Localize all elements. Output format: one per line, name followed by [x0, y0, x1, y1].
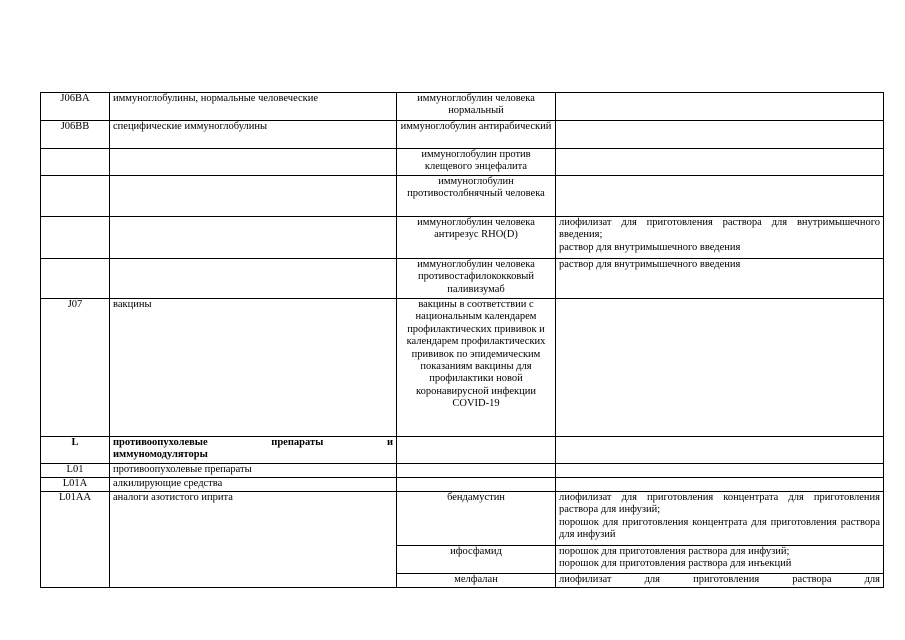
group-name: противоопухолевые препараты [110, 464, 397, 478]
dosage-form: порошок для приготовления концентрата для приготовления раствора для инфузий [559, 516, 880, 541]
atc-code: J06BB [41, 121, 110, 149]
dosage-forms [556, 299, 884, 437]
drug-name: иммуноглобулин человека антирезус RHO(D) [397, 217, 556, 259]
drug-name [397, 464, 556, 478]
table-row [41, 492, 884, 546]
dosage-form: лиофилизат для приготовления раствора для внутримышечного введения; [559, 217, 880, 241]
atc-code [41, 149, 110, 176]
drug-name [397, 478, 556, 492]
table-row [41, 149, 884, 176]
dosage-forms [556, 149, 884, 176]
atc-code: L01A [41, 478, 110, 492]
atc-code [41, 259, 110, 299]
atc-code: L [41, 437, 110, 464]
dosage-forms [556, 464, 884, 478]
dosage-forms [556, 574, 884, 588]
dosage-form: раствор для внутримышечного введения [559, 241, 741, 253]
dosage-forms [556, 259, 884, 299]
atc-code: L01AA [41, 492, 110, 588]
dosage-form: лиофилизат для приготовления раствора для [559, 574, 880, 585]
group-name: вакцины [110, 299, 397, 437]
dosage-form: лиофилизат для приготовления концентрата для приготовления раствора для инфузий; [559, 492, 880, 516]
dosage-forms [556, 176, 884, 217]
group-name [110, 217, 397, 259]
group-name: специфические иммуноглобулины [110, 121, 397, 149]
drug-name: мелфалан [397, 574, 556, 588]
dosage-forms [556, 492, 884, 546]
atc-code: L01 [41, 464, 110, 478]
dosage-form: порошок для приготовления раствора для инъекций [559, 558, 792, 570]
table-row [41, 93, 884, 121]
dosage-forms [556, 121, 884, 149]
dosage-forms [556, 217, 884, 259]
drug-name: иммуноглобулин человека нормальный [397, 93, 556, 121]
group-name [110, 149, 397, 176]
atc-code: J07 [41, 299, 110, 437]
dosage-forms [556, 93, 884, 121]
table-row-section [41, 437, 884, 464]
group-name-line-1: противоопухолевые препараты и [113, 437, 393, 448]
drug-name [397, 437, 556, 464]
table-row [41, 299, 884, 437]
drug-name: иммуноглобулин против клещевого энцефалита [397, 149, 556, 176]
table-row [41, 176, 884, 217]
group-name: иммуноглобулины, нормальные человеческие [110, 93, 397, 121]
group-name [110, 176, 397, 217]
table-row [41, 259, 884, 299]
atc-code: J06BA [41, 93, 110, 121]
group-name: алкилирующие средства [110, 478, 397, 492]
dosage-forms [556, 546, 884, 574]
group-name: аналоги азотистого иприта [110, 492, 397, 588]
group-name [110, 259, 397, 299]
drug-name: иммуноглобулин человека противостафилококковый паливизумаб [397, 259, 556, 299]
table-row [41, 464, 884, 478]
atc-code [41, 217, 110, 259]
group-name-line-2: иммуномодуляторы [113, 449, 208, 461]
drug-name: ифосфамид [397, 546, 556, 574]
drug-name: иммуноглобулин противостолбнячный человека [397, 176, 556, 217]
atc-code [41, 176, 110, 217]
group-name [110, 437, 397, 464]
dosage-form: порошок для приготовления раствора для инфузий; [559, 546, 790, 557]
table-row [41, 121, 884, 149]
drug-name: вакцины в соответствии с национальным календарем профилактических прививок и календарем профилактических прививок по эпидемическим показаниям вакцины для профилактики новой коронавирусной инфекции COVID-19 [397, 299, 556, 437]
table-row [41, 478, 884, 492]
table-row [41, 217, 884, 259]
drug-name: иммуноглобулин антирабический [397, 121, 556, 149]
drug-table [40, 92, 884, 588]
dosage-forms [556, 478, 884, 492]
dosage-form: раствор для внутримышечного введения [559, 259, 741, 270]
drug-name: бендамустин [397, 492, 556, 546]
dosage-forms [556, 437, 884, 464]
